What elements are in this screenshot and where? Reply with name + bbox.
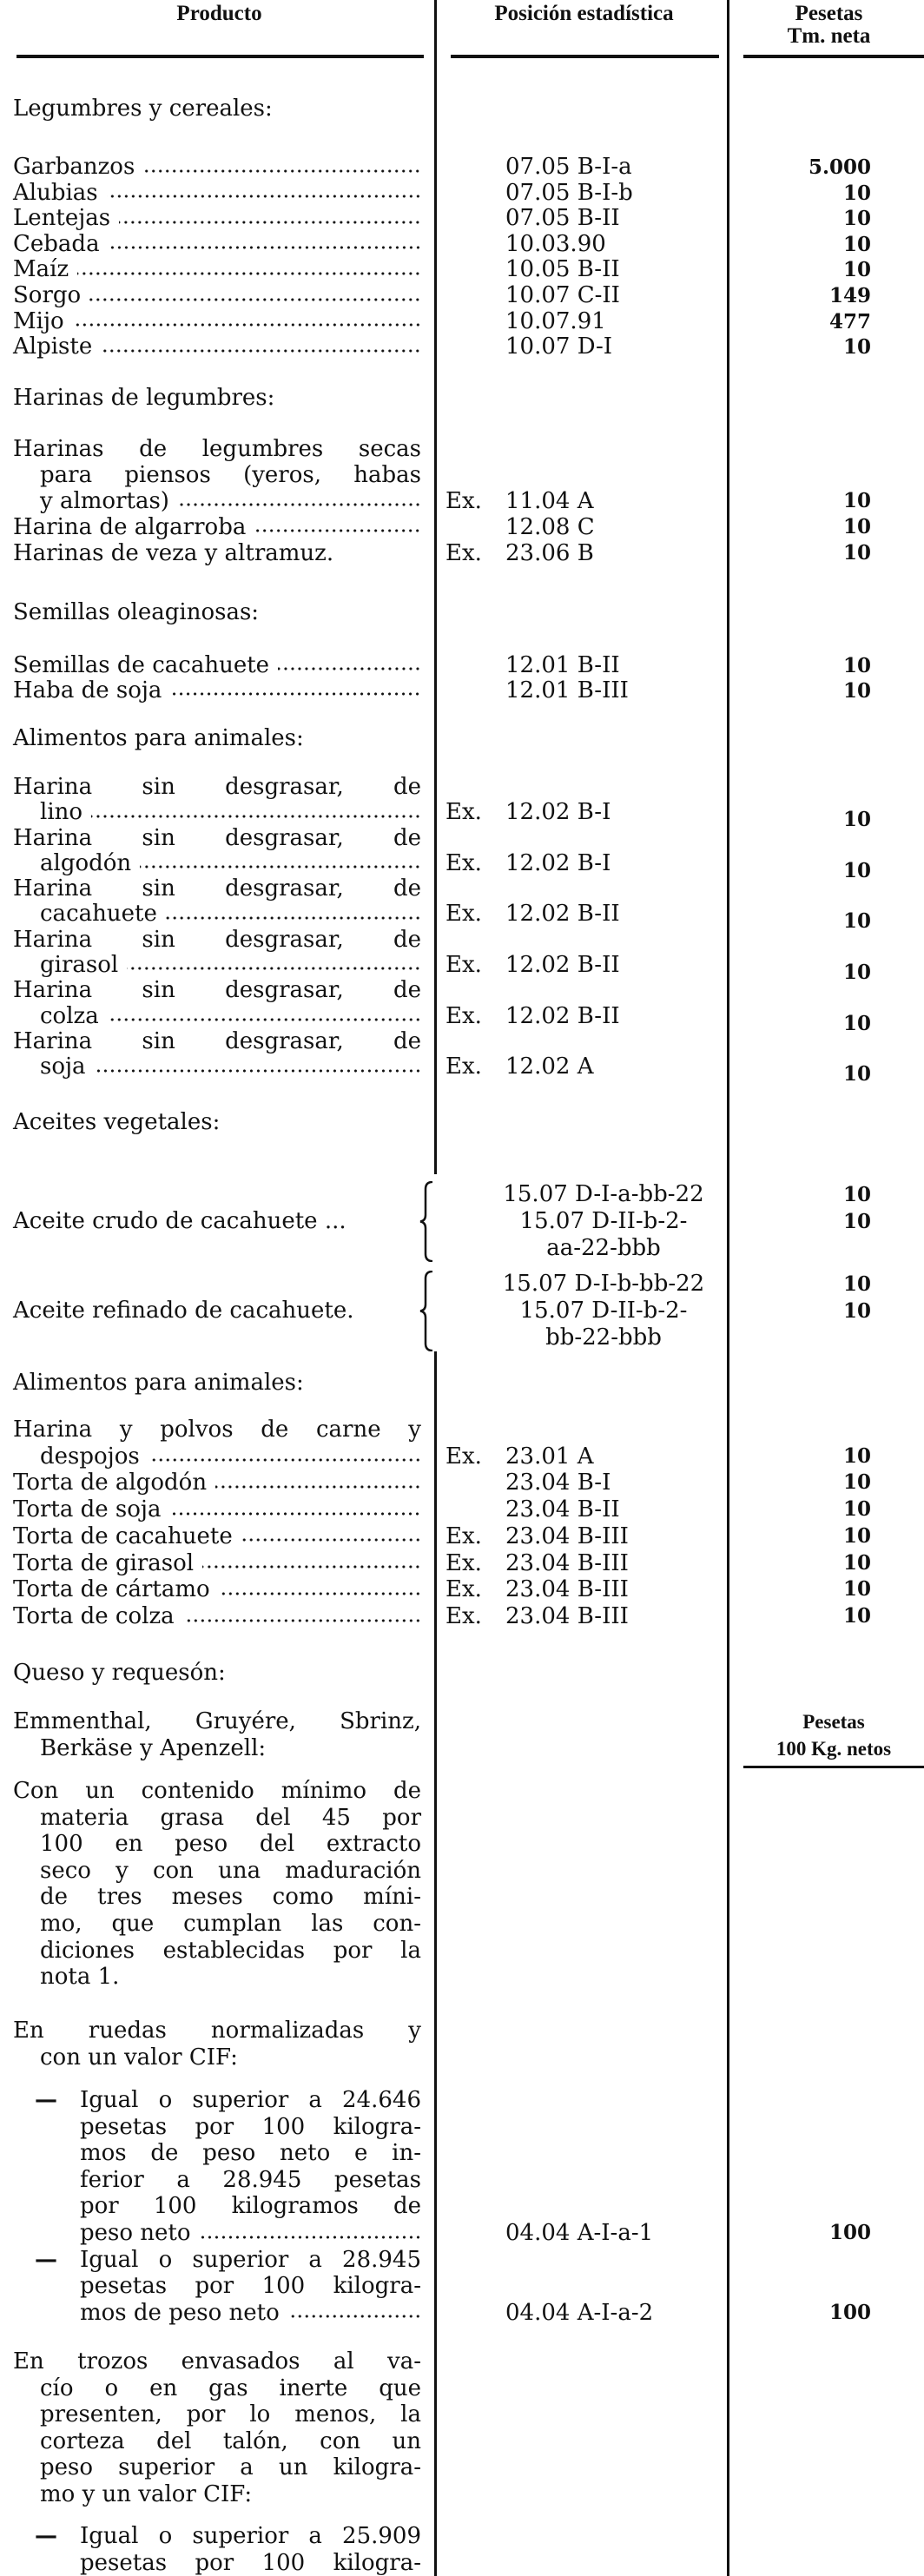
position-prefix: Ex. <box>446 952 482 979</box>
statistical-position: 15.07 D-II-b-2- <box>519 1208 688 1234</box>
product-line <box>13 334 421 360</box>
dot-leader <box>140 864 421 869</box>
dot-leader <box>166 915 421 921</box>
product-line: materia grasa del 45 por <box>40 1804 421 1831</box>
product-line: Aceite refinado de cacahuete. <box>13 1298 354 1324</box>
product-line: para piensos (yeros, habas <box>40 462 421 488</box>
product-line: Harinas de veza y altramuz. <box>13 540 334 566</box>
product-line: Harinas de legumbres secas <box>13 436 421 462</box>
product-line <box>40 1004 421 1029</box>
dot-leader <box>178 502 421 507</box>
product-line: 100 en peso del extracto <box>40 1831 421 1858</box>
product-text: Torta de colza <box>13 1602 175 1629</box>
column-header-product: Producto <box>176 2 262 25</box>
column-header-price-line2: Tm. neta <box>787 24 871 48</box>
position-prefix: Ex. <box>446 849 482 876</box>
dot-leader <box>169 1511 421 1516</box>
statistical-position: 12.02 B-II <box>505 1002 620 1029</box>
product-text: peso neto <box>80 2220 191 2246</box>
product-line <box>13 206 421 232</box>
product-line: En ruedas normalizadas y <box>13 2018 421 2044</box>
price-value: 10 <box>842 1443 871 1468</box>
product-line: Igual o superior a 24.646 <box>80 2087 421 2113</box>
product-line: mos de peso neto e in- <box>80 2140 421 2167</box>
section-heading: Alimentos para animales: <box>13 1370 304 1396</box>
column-header-price-line1: Pesetas <box>795 2 863 25</box>
price-value: 10 <box>842 961 871 985</box>
product-text: mos de peso neto <box>80 2299 280 2326</box>
product-text: soja <box>40 1054 86 1080</box>
statistical-position: 07.05 B-I-b <box>505 179 633 206</box>
dot-leader <box>119 220 421 225</box>
statistical-position: 15.07 D-II-b-2- <box>519 1298 688 1324</box>
price-value: 10 <box>842 207 871 231</box>
dot-leader <box>278 666 421 671</box>
position-prefix: Ex. <box>446 1002 482 1029</box>
price-value: 10 <box>842 1272 871 1296</box>
position-prefix: Ex. <box>446 1549 482 1576</box>
product-text: Torta de algodón <box>13 1470 208 1496</box>
product-line: Harina sin desgrasar, de <box>13 926 421 953</box>
dot-leader <box>127 966 421 971</box>
product-line: Igual o superior a 25.909 <box>80 2523 421 2549</box>
price-value: 10 <box>842 654 871 677</box>
product-text: Torta de girasol <box>13 1549 195 1576</box>
product-text: Mijo <box>13 307 64 334</box>
section-heading: Aceites vegetales: <box>13 1109 221 1135</box>
product-line: Berkäse y Apenzell: <box>40 1735 267 1761</box>
product-line <box>13 1470 421 1496</box>
product-line: Con un contenido mínimo de <box>13 1778 421 1804</box>
dot-leader <box>219 1591 421 1596</box>
price-value: 10 <box>842 1183 871 1206</box>
position-prefix: Ex. <box>446 1054 482 1080</box>
statistical-position: 10.07.91 <box>505 307 606 334</box>
section-heading: Semillas oleaginosas: <box>13 599 260 625</box>
statistical-position: 23.04 B-III <box>505 1549 629 1576</box>
product-line: Emmenthal, Gruyére, Sbrinz, <box>13 1708 421 1734</box>
product-line <box>13 283 421 309</box>
column-divider-left <box>434 1351 437 2576</box>
dot-leader <box>95 1068 421 1073</box>
product-text: colza <box>40 1002 99 1029</box>
price-value: 100 <box>828 2221 871 2244</box>
price-value: 10 <box>842 1497 871 1522</box>
product-line: presenten, por lo menos, la <box>40 2401 421 2428</box>
product-line <box>80 2220 421 2247</box>
statistical-position: 10.07 C-II <box>505 282 620 308</box>
dot-leader <box>108 1017 421 1022</box>
product-text: Maíz <box>13 256 69 283</box>
position-prefix: Ex. <box>446 1443 482 1470</box>
product-line <box>40 800 421 825</box>
product-line <box>40 851 421 876</box>
price-value: 10 <box>842 1523 871 1548</box>
statistical-position: 10.05 B-II <box>505 256 620 283</box>
product-text: Harina de algarroba <box>13 514 247 540</box>
product-text: girasol <box>40 952 119 979</box>
product-line <box>13 181 421 207</box>
price-value: 10 <box>842 1550 871 1575</box>
product-line <box>13 1576 421 1603</box>
price-value: 10 <box>842 1011 871 1035</box>
product-line: pesetas por 100 kilogra- <box>80 2113 421 2140</box>
price-value: 477 <box>828 309 871 334</box>
product-line <box>13 309 421 335</box>
statistical-position: 04.04 A-I-a-1 <box>505 2220 654 2246</box>
price-value: 10 <box>842 1210 871 1233</box>
curly-brace-icon <box>419 1271 434 1351</box>
price-value: 10 <box>842 541 871 565</box>
statistical-position: 04.04 A-I-a-2 <box>505 2299 654 2326</box>
product-line <box>40 488 421 514</box>
curly-brace-icon <box>419 1181 434 1262</box>
product-line <box>13 232 421 258</box>
statistical-position: 07.05 B-I-a <box>505 154 632 180</box>
price-value: 10 <box>842 808 871 832</box>
product-line: pesetas por 100 kilogra- <box>80 2549 421 2576</box>
position-prefix: Ex. <box>446 1576 482 1603</box>
statistical-position: 11.04 A <box>505 488 594 514</box>
statistical-position: 23.06 B <box>505 540 594 566</box>
price-value: 10 <box>842 515 871 538</box>
table-row <box>0 1181 924 1262</box>
product-line: nota 1. <box>40 1964 120 1991</box>
statistical-position: 12.01 B-III <box>505 677 629 703</box>
price-value: 10 <box>842 679 871 703</box>
product-line <box>13 155 421 181</box>
position-prefix: Ex. <box>446 1522 482 1549</box>
product-line: mo y un valor CIF: <box>40 2481 253 2507</box>
price-value: 10 <box>842 489 871 512</box>
price-value: 10 <box>842 1299 871 1323</box>
product-line <box>13 1603 421 1630</box>
product-text: cacahuete <box>40 901 157 928</box>
statistical-position: 07.05 B-II <box>505 205 620 232</box>
product-text: Alpiste <box>13 334 93 360</box>
product-line: Harina sin desgrasar, de <box>13 824 421 851</box>
product-text: y almortas) <box>40 488 169 514</box>
dot-leader <box>202 1564 421 1569</box>
product-line: Harina sin desgrasar, de <box>13 1028 421 1054</box>
unit-header-rule <box>743 1766 924 1768</box>
price-value: 5.000 <box>808 155 871 179</box>
product-text: Torta de cártamo <box>13 1576 210 1603</box>
statistical-position: 12.08 C <box>505 514 595 540</box>
statistical-position: 23.04 B-III <box>505 1602 629 1629</box>
header-rule-product <box>16 55 424 58</box>
statistical-position: aa-22-bbb <box>546 1235 661 1261</box>
dot-leader <box>241 1537 421 1542</box>
product-line: por 100 kilogramos de <box>80 2193 421 2220</box>
statistical-position: 12.02 B-I <box>505 799 611 826</box>
product-line: mo, que cumplan las con- <box>40 1911 421 1937</box>
statistical-position: 23.01 A <box>505 1443 594 1470</box>
product-line: Harina sin desgrasar, de <box>13 875 421 902</box>
product-text: algodón <box>40 849 132 876</box>
statistical-position: 23.04 B-II <box>505 1496 620 1523</box>
statistical-position: 12.02 B-II <box>505 952 620 979</box>
section-heading: Alimentos para animales: <box>13 725 304 751</box>
product-line <box>40 1054 421 1080</box>
dot-leader <box>200 2235 421 2240</box>
unit-header: 100 Kg. netos <box>776 1738 892 1760</box>
dot-leader <box>170 691 421 697</box>
header-rule-position <box>451 55 719 58</box>
statistical-position: 23.04 B-III <box>505 1576 629 1603</box>
column-header-position: Posición estadística <box>494 2 674 25</box>
position-prefix: Ex. <box>446 488 482 514</box>
statistical-position: bb-22-bbb <box>545 1324 662 1351</box>
price-value: 10 <box>842 181 871 205</box>
position-prefix: Ex. <box>446 799 482 826</box>
dot-leader <box>91 814 421 819</box>
dot-leader <box>89 297 421 302</box>
product-text: lino <box>40 799 83 826</box>
dot-leader <box>77 271 421 276</box>
product-line <box>13 678 421 703</box>
price-value: 10 <box>842 1470 871 1495</box>
product-line: Harina sin desgrasar, de <box>13 977 421 1004</box>
product-line <box>13 1496 421 1523</box>
position-prefix: Ex. <box>446 1602 482 1629</box>
dot-leader <box>254 528 421 533</box>
statistical-position: 15.07 D-I-b-bb-22 <box>502 1271 705 1297</box>
product-text: Cebada <box>13 230 100 257</box>
dot-leader <box>288 2314 421 2319</box>
product-text: Haba de soja <box>13 677 162 703</box>
statistical-position: 12.01 B-II <box>505 652 620 678</box>
section-heading: Harinas de legumbres: <box>13 385 275 411</box>
product-line: peso superior a un kilogra- <box>40 2454 421 2481</box>
price-value: 10 <box>842 1603 871 1628</box>
product-line: En trozos envasados al va- <box>13 2348 421 2375</box>
product-text: Semillas de cacahuete <box>13 652 270 678</box>
table-row <box>0 1271 924 1351</box>
dot-leader <box>215 1484 421 1489</box>
statistical-position: 10.03.90 <box>505 230 606 257</box>
product-line: seco y con una maduración <box>40 1857 421 1884</box>
product-text: Alubias <box>13 179 98 206</box>
product-line <box>40 902 421 927</box>
dot-leader <box>143 168 421 174</box>
section-heading: Legumbres y cereales: <box>13 96 273 122</box>
product-text: despojos <box>40 1443 140 1470</box>
product-line <box>13 653 421 678</box>
product-line: con un valor CIF: <box>40 2044 238 2071</box>
product-line: Harina sin desgrasar, de <box>13 774 421 800</box>
dash-bullet-icon: — <box>35 2523 57 2549</box>
unit-header: Pesetas <box>802 1711 865 1733</box>
product-line: Igual o superior a 28.945 <box>80 2246 421 2273</box>
statistical-position: 23.04 B-III <box>505 1522 629 1549</box>
dot-leader <box>109 245 421 250</box>
dot-leader <box>101 348 421 353</box>
product-line <box>40 953 421 978</box>
column-divider-left <box>434 0 437 1174</box>
product-text: Garbanzos <box>13 154 135 180</box>
statistical-position: 12.02 B-II <box>505 901 620 928</box>
statistical-position: 10.07 D-I <box>505 334 613 360</box>
position-prefix: Ex. <box>446 901 482 928</box>
price-value: 10 <box>842 258 871 282</box>
product-text: Torta de soja <box>13 1496 162 1523</box>
product-line <box>13 1550 421 1577</box>
product-line <box>13 257 421 283</box>
statistical-position: 23.04 B-I <box>505 1470 611 1496</box>
price-value: 10 <box>842 909 871 934</box>
dot-leader <box>183 1618 421 1623</box>
price-value: 10 <box>842 858 871 882</box>
product-line: de tres meses como míni- <box>40 1884 421 1911</box>
dot-leader <box>107 194 421 199</box>
product-text: Torta de cacahuete <box>13 1522 233 1549</box>
statistical-position: 15.07 D-I-a-bb-22 <box>503 1181 704 1207</box>
product-line <box>80 2300 421 2327</box>
product-line: cío o en gas inerte que <box>40 2375 421 2401</box>
product-line <box>13 514 421 540</box>
product-line <box>40 1443 421 1470</box>
price-value: 149 <box>828 284 871 307</box>
dash-bullet-icon: — <box>35 2087 57 2113</box>
product-line <box>13 1523 421 1550</box>
position-prefix: Ex. <box>446 540 482 566</box>
product-line: pesetas por 100 kilogra- <box>80 2273 421 2300</box>
price-value: 10 <box>842 1062 871 1087</box>
price-value: 100 <box>828 2300 871 2324</box>
product-text: Lentejas <box>13 205 111 232</box>
product-line: Harina y polvos de carne y <box>13 1417 421 1443</box>
dot-leader <box>148 1457 421 1463</box>
price-value: 10 <box>842 1577 871 1602</box>
product-text: Sorgo <box>13 282 82 308</box>
statistical-position: 12.02 B-I <box>505 849 611 876</box>
price-value: 10 <box>842 232 871 256</box>
product-line: corteza del talón, con un <box>40 2427 421 2454</box>
product-line: diciones establecidas por la <box>40 1937 421 1964</box>
dash-bullet-icon: — <box>35 2246 57 2273</box>
section-heading: Queso y requesón: <box>13 1660 226 1686</box>
header-rule-price <box>743 55 924 58</box>
product-line: Aceite crudo de cacahuete ... <box>13 1208 346 1234</box>
statistical-position: 12.02 A <box>505 1054 594 1080</box>
dot-leader <box>73 322 421 327</box>
price-value: 10 <box>842 335 871 360</box>
product-line: ferior a 28.945 pesetas <box>80 2166 421 2193</box>
